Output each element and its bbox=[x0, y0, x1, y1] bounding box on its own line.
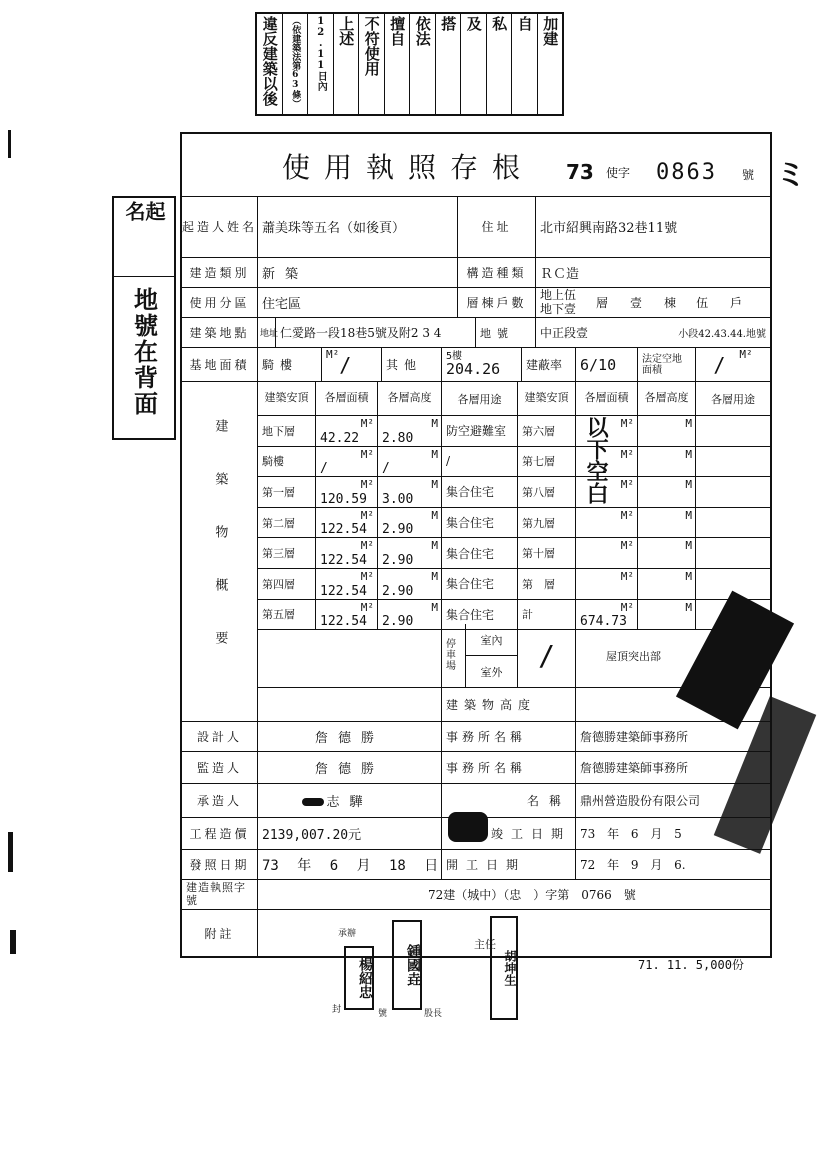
contractor-label: 承造人 bbox=[182, 784, 258, 818]
base-area-label: 基地面積 bbox=[182, 348, 258, 382]
floor-use bbox=[442, 416, 518, 447]
unit-label: M bbox=[431, 508, 438, 522]
col-header: 建築安頂 bbox=[518, 382, 576, 416]
col-header: 各層用途 bbox=[696, 382, 770, 416]
unit-label: M bbox=[685, 478, 692, 492]
floor-use-text: 防空避難室 bbox=[446, 424, 507, 439]
floor-area-text: 122.54 bbox=[320, 583, 367, 599]
permit-year: 73 bbox=[566, 160, 594, 184]
designer-office-value: 詹德勝建築師事務所 bbox=[576, 722, 770, 752]
signature-stamp: 鍾國垚 bbox=[392, 920, 422, 1010]
applicant-value: 蕭美珠等五名（如後頁） bbox=[258, 196, 458, 258]
floor-use bbox=[442, 477, 518, 508]
build-type-label: 建造類別 bbox=[182, 258, 258, 288]
unit-label: M² bbox=[620, 539, 634, 553]
unit-label: M² bbox=[360, 417, 374, 430]
roof-label: 屋頂突出部 bbox=[576, 624, 770, 688]
address-value: 北市紹興南路32巷11號 bbox=[536, 196, 770, 258]
note-label: 附註 bbox=[182, 910, 258, 956]
arcade-area: M² / bbox=[322, 348, 382, 382]
applicant-label: 起造人姓名 bbox=[182, 196, 258, 258]
floor-use-right bbox=[696, 416, 770, 447]
site-address: 仁愛路一段18巷5號及附2 3 4 bbox=[276, 318, 476, 348]
floor-name-text: 第四層 bbox=[262, 577, 295, 591]
parking-outdoor: 室外 bbox=[466, 656, 518, 688]
permit-ref-label: 建造執照字號 bbox=[182, 880, 258, 910]
floor-height-text: / bbox=[382, 461, 390, 477]
floor-name-right-text: 第十層 bbox=[522, 547, 555, 561]
unit-label: M bbox=[685, 447, 692, 461]
floor-name-text: 地下層 bbox=[262, 424, 295, 438]
floor-name-right bbox=[518, 416, 576, 447]
unit-label: M² bbox=[620, 570, 634, 583]
floor-height-text: 2.90 bbox=[382, 614, 414, 630]
signature-stamp: 胡坤生 bbox=[490, 916, 518, 1020]
contractor-value: 志驊 bbox=[258, 784, 442, 818]
use-zone-label: 使用分區 bbox=[182, 288, 258, 318]
unit-label: M² bbox=[620, 478, 634, 492]
floor-area-text: 122.54 bbox=[320, 552, 367, 568]
floors-above-below: 地上伍 地下壹 bbox=[540, 288, 577, 316]
floor-area bbox=[316, 477, 378, 508]
floor-name bbox=[258, 569, 316, 600]
col-header: 各層高度 bbox=[378, 382, 442, 416]
unit-label: M bbox=[685, 508, 692, 522]
parking-left bbox=[258, 624, 442, 688]
unit-label: M bbox=[431, 600, 438, 614]
floor-area bbox=[316, 569, 378, 600]
contractor-company-label: 名稱 bbox=[442, 784, 576, 818]
floor-area-text: 120.59 bbox=[320, 491, 367, 507]
floor-area-text: / bbox=[320, 461, 328, 477]
permit-hao: 號 bbox=[742, 168, 755, 182]
floor-name bbox=[258, 477, 316, 508]
violation-stamp bbox=[255, 12, 564, 116]
supervisor-office-value: 詹德勝建築師事務所 bbox=[576, 752, 770, 784]
floor-use-text: 集合住宅 bbox=[446, 607, 495, 622]
col-header: 各層面積 bbox=[576, 382, 638, 416]
violation-stamp-col: 依法 bbox=[409, 14, 435, 114]
start-value: 72 年 9 月 6. bbox=[576, 850, 770, 880]
floor-name-right bbox=[518, 569, 576, 600]
start-label: 開工日期 bbox=[442, 850, 576, 880]
floor-height-right bbox=[638, 538, 696, 569]
parking-indoor: 室內 bbox=[466, 624, 518, 656]
supervisor-office-label: 事務所名稱 bbox=[442, 752, 576, 784]
floor-height-text: 2.90 bbox=[382, 552, 414, 568]
floor-name-right bbox=[518, 477, 576, 508]
floor-use-text: / bbox=[446, 454, 451, 469]
form-title: 使用執照存根 bbox=[282, 151, 535, 184]
floor-name-text: 第二層 bbox=[262, 516, 295, 530]
floor-name-text: 第一層 bbox=[262, 485, 295, 499]
floor-height bbox=[378, 447, 442, 478]
floor-height-right bbox=[638, 477, 696, 508]
violation-stamp-col: 加建 bbox=[537, 14, 563, 114]
arcade-label: 騎樓 bbox=[258, 348, 322, 382]
unit-label: M bbox=[431, 478, 438, 492]
structure-value: ＲＣ造 bbox=[536, 258, 770, 288]
designer-office-label: 事務所名稱 bbox=[442, 722, 576, 752]
unit-label: M² bbox=[360, 600, 374, 614]
floor-name bbox=[258, 538, 316, 569]
floor-use-text: 集合住宅 bbox=[446, 516, 495, 531]
violation-stamp-col: 搭 bbox=[435, 14, 461, 114]
unit-label: M² bbox=[360, 508, 374, 522]
margin-mark bbox=[8, 832, 13, 872]
floor-height-text: 2.90 bbox=[382, 583, 414, 599]
unit-label: M² bbox=[620, 508, 634, 522]
legal-open-value: / M² bbox=[696, 348, 770, 382]
floor-name-right-text: 第七層 bbox=[522, 455, 555, 469]
floor-name-right bbox=[518, 508, 576, 539]
col-header: 各層用途 bbox=[442, 382, 518, 416]
side-stamp-bottom: 地號在背面 bbox=[129, 287, 159, 417]
floor-name bbox=[258, 416, 316, 447]
floor-use-right bbox=[696, 477, 770, 508]
floors-value: 地上伍 地下壹 層 壹 棟 伍 戶 bbox=[536, 288, 770, 318]
permit-number: 0863 bbox=[656, 160, 717, 185]
signature-area: 承辦 楊紹忠 鍾國垚 股長 主任 胡坤生 封 號 bbox=[328, 916, 518, 1026]
contractor-company-value: 鼎州營造股份有限公司 bbox=[576, 784, 770, 818]
floor-use bbox=[442, 538, 518, 569]
supervisor-label: 監造人 bbox=[182, 752, 258, 784]
legal-open-label: 法定空地面積 bbox=[638, 348, 696, 382]
unit-label: M bbox=[685, 417, 692, 430]
unit-label: M² bbox=[620, 600, 634, 614]
address-label: 住址 bbox=[458, 196, 536, 258]
height-label: 建築物高度 bbox=[442, 688, 576, 722]
completion-value: 73 年 6 月 5 bbox=[576, 818, 770, 850]
issue-value: 73 年 6 月 18 日 bbox=[258, 850, 442, 880]
floor-name-text: 騎樓 bbox=[262, 455, 284, 469]
violation-stamp-col: 自 bbox=[511, 14, 537, 114]
violation-stamp-col: 及 bbox=[460, 14, 486, 114]
margin-mark bbox=[10, 930, 16, 954]
floor-area bbox=[316, 538, 378, 569]
floor-height-right bbox=[638, 569, 696, 600]
floor-height-right bbox=[638, 416, 696, 447]
side-stamp-top: 名 起 bbox=[114, 198, 174, 277]
floor-name-text: 第三層 bbox=[262, 547, 295, 561]
violation-stamp-col: 違反建築以後 bbox=[260, 16, 279, 106]
floor-name-text: 第五層 bbox=[262, 608, 295, 622]
lot-on-back-stamp bbox=[112, 196, 176, 440]
floor-name-right bbox=[518, 538, 576, 569]
cost-label: 工程造價 bbox=[182, 818, 258, 850]
floor-use bbox=[442, 569, 518, 600]
floor-area-right bbox=[576, 569, 638, 600]
parking-value: / bbox=[518, 624, 576, 688]
violation-stamp-col: 擅自 bbox=[384, 14, 410, 114]
margin-mark bbox=[8, 130, 11, 158]
unit-label: M bbox=[431, 539, 438, 553]
form-code: 71. 11. 5,000份 bbox=[638, 958, 744, 972]
unit-label: M bbox=[685, 539, 692, 553]
violation-stamp-col: 私 bbox=[486, 14, 512, 114]
floor-area-text: 122.54 bbox=[320, 614, 367, 630]
cost-value: 2139,007.20元 bbox=[258, 818, 442, 850]
floor-name-right bbox=[518, 447, 576, 478]
floor-name-right-text: 計 bbox=[522, 608, 533, 622]
floor-height bbox=[378, 416, 442, 447]
floor-use-text: 集合住宅 bbox=[446, 546, 495, 561]
unit-label: M² bbox=[620, 417, 634, 430]
col-header: 各層高度 bbox=[638, 382, 696, 416]
structure-label: 構造種類 bbox=[458, 258, 536, 288]
permit-ref-value: 72建（城中）（忠 ）字第 0766 號 bbox=[258, 880, 770, 910]
blank-mark: 以下空白 bbox=[583, 416, 610, 504]
floor-height bbox=[378, 477, 442, 508]
building-summary-label: 建築物概要 bbox=[182, 382, 258, 722]
unit-label: M² bbox=[360, 478, 374, 492]
height-left bbox=[258, 688, 442, 722]
floor-height-right bbox=[638, 508, 696, 539]
completion-label: 竣工日期 bbox=[442, 818, 576, 850]
site-label: 建築地點 bbox=[182, 318, 258, 348]
other-area: 5樓 204.26 bbox=[442, 348, 522, 382]
site-sub-label: 地址 bbox=[258, 318, 276, 348]
floor-name bbox=[258, 447, 316, 478]
supervisor-value: 詹德勝 bbox=[258, 752, 442, 784]
coverage-value: 6/10 bbox=[576, 348, 638, 382]
permit-char: 使字 bbox=[606, 166, 631, 180]
ink-smudge bbox=[302, 798, 324, 806]
unit-label: M bbox=[685, 570, 692, 583]
right-edge-mark: ミ bbox=[776, 158, 806, 193]
floor-name-right-text: 第 層 bbox=[522, 577, 555, 591]
unit-label: M² bbox=[360, 570, 374, 583]
floor-height-text: 3.00 bbox=[382, 491, 414, 507]
floor-name-right-text: 第六層 bbox=[522, 424, 555, 438]
unit-label: M bbox=[431, 447, 438, 461]
signature-stamp: 楊紹忠 bbox=[344, 946, 374, 1010]
floor-area bbox=[316, 447, 378, 478]
other-label: 其他 bbox=[382, 348, 442, 382]
floor-use-right bbox=[696, 538, 770, 569]
floor-area-text: 122.54 bbox=[320, 522, 367, 538]
unit-label: M² bbox=[360, 539, 374, 553]
coverage-label: 建蔽率 bbox=[522, 348, 576, 382]
build-type-value: 新築 bbox=[258, 258, 458, 288]
col-header: 建築安頂 bbox=[258, 382, 316, 416]
designer-label: 設計人 bbox=[182, 722, 258, 752]
floors-label: 層棟戶數 bbox=[458, 288, 536, 318]
floor-area-text: 42.22 bbox=[320, 430, 360, 446]
floor-area-right-text: 674.73 bbox=[580, 614, 627, 630]
floor-height-right bbox=[638, 447, 696, 478]
col-header: 各層面積 bbox=[316, 382, 378, 416]
floor-name-right-text: 第八層 bbox=[522, 485, 555, 499]
floor-height-text: 2.90 bbox=[382, 522, 414, 538]
designer-value: 詹德勝 bbox=[258, 722, 442, 752]
violation-stamp-col: （依建築法第63條） bbox=[282, 14, 308, 114]
issue-label: 發照日期 bbox=[182, 850, 258, 880]
floor-height bbox=[378, 538, 442, 569]
unit-label: M² bbox=[360, 447, 374, 461]
form-title-row bbox=[182, 134, 770, 197]
unit-label: M bbox=[685, 600, 692, 614]
floor-height bbox=[378, 569, 442, 600]
violation-stamp-col: 12.11日內 bbox=[307, 14, 333, 114]
floor-use-text: 集合住宅 bbox=[446, 577, 495, 592]
unit-label: M bbox=[431, 417, 438, 430]
floor-area bbox=[316, 508, 378, 539]
unit-label: M bbox=[431, 570, 438, 583]
floor-use bbox=[442, 508, 518, 539]
ink-smudge bbox=[448, 812, 488, 842]
site-lot: 中正段壹 小段42.43.44.地號 bbox=[536, 318, 770, 348]
site-lot-label: 地號 bbox=[476, 318, 536, 348]
floor-name-right-text: 第九層 bbox=[522, 516, 555, 530]
floor-height-text: 2.80 bbox=[382, 430, 414, 446]
parking-label: 停車場 bbox=[442, 624, 466, 688]
violation-stamp-col: 不符使用 bbox=[358, 14, 384, 114]
unit-label: M² bbox=[620, 447, 634, 461]
floor-area bbox=[316, 416, 378, 447]
floor-height bbox=[378, 508, 442, 539]
floor-use-right bbox=[696, 447, 770, 478]
violation-stamp-col: 上述 bbox=[333, 14, 359, 114]
floor-use-right bbox=[696, 508, 770, 539]
floor-use bbox=[442, 447, 518, 478]
use-zone-value: 住宅區 bbox=[258, 288, 458, 318]
floor-use-text: 集合住宅 bbox=[446, 485, 495, 500]
floor-name bbox=[258, 508, 316, 539]
